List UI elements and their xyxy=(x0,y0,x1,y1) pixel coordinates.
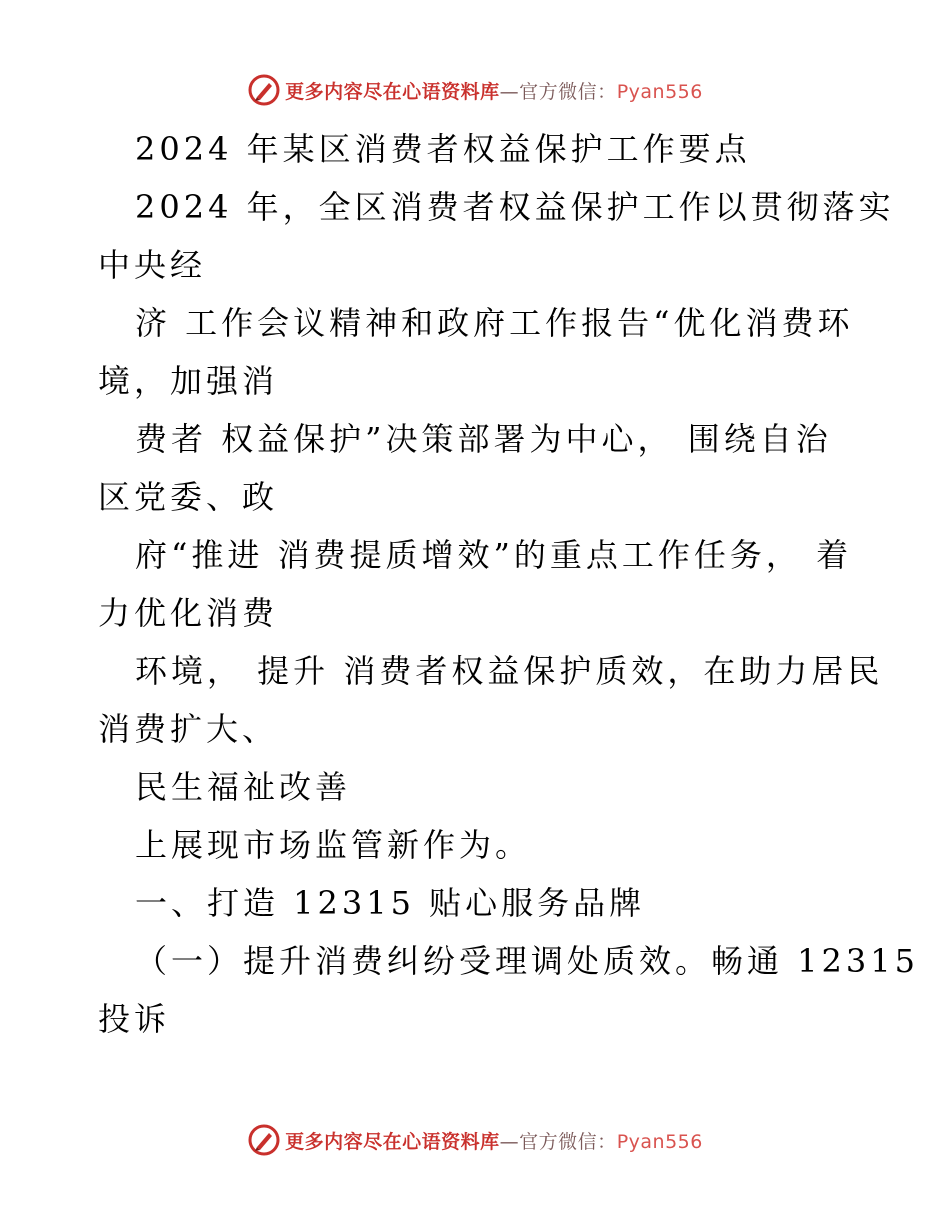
paragraph-line: 费者 权益保护”决策部署为中心， 围绕自治 xyxy=(135,420,832,458)
paragraph-line: 济 工作会议精神和政府工作报告“优化消费环 xyxy=(135,304,854,342)
banner-main-text: 更多内容尽在心语资料库 xyxy=(285,80,500,103)
paragraph-line: 2024 年，全区消费者权益保护工作以贯彻落实 xyxy=(135,188,895,226)
footer-banner xyxy=(0,1120,950,1160)
banner-sub-text: 官方微信： xyxy=(519,1130,617,1153)
pen-nib-logo-icon xyxy=(247,73,281,107)
banner-dash: — xyxy=(499,80,520,103)
paragraph-line: 上展现市场监管新作为。 xyxy=(135,826,532,864)
paragraph-line: 区党委、政 xyxy=(98,478,279,516)
header-banner xyxy=(0,70,950,110)
paragraph-line: 中央经 xyxy=(98,246,207,284)
banner-wechat-id: Pyan556 xyxy=(616,80,703,103)
paragraph-line: 投诉 xyxy=(98,1000,171,1038)
document-title: 2024 年某区消费者权益保护工作要点 xyxy=(135,130,751,168)
pen-nib-logo-icon xyxy=(247,1123,281,1157)
paragraph-line: 府“推进 消费提质增效”的重点工作任务， 着 xyxy=(135,536,853,574)
paragraph-line: 环境， 提升 消费者权益保护质效，在助力居民 xyxy=(135,652,884,690)
banner-sub-text: 官方微信： xyxy=(519,80,617,103)
paragraph-line: 境，加强消 xyxy=(98,362,279,400)
banner-main-text: 更多内容尽在心语资料库 xyxy=(285,1130,500,1153)
paragraph-line: 力优化消费 xyxy=(98,594,279,632)
banner-dash: — xyxy=(499,1130,520,1153)
banner-text xyxy=(285,77,703,104)
paragraph-line: 消费扩大、 xyxy=(98,710,279,748)
section-heading: 一、打造 12315 贴心服务品牌 xyxy=(135,884,646,922)
subsection-heading: （一）提升消费纠纷受理调处质效。畅通 12315 xyxy=(135,942,919,980)
banner-wechat-id: Pyan556 xyxy=(616,1130,703,1153)
banner-text xyxy=(285,1127,703,1154)
paragraph-line: 民生福祉改善 xyxy=(135,768,352,806)
